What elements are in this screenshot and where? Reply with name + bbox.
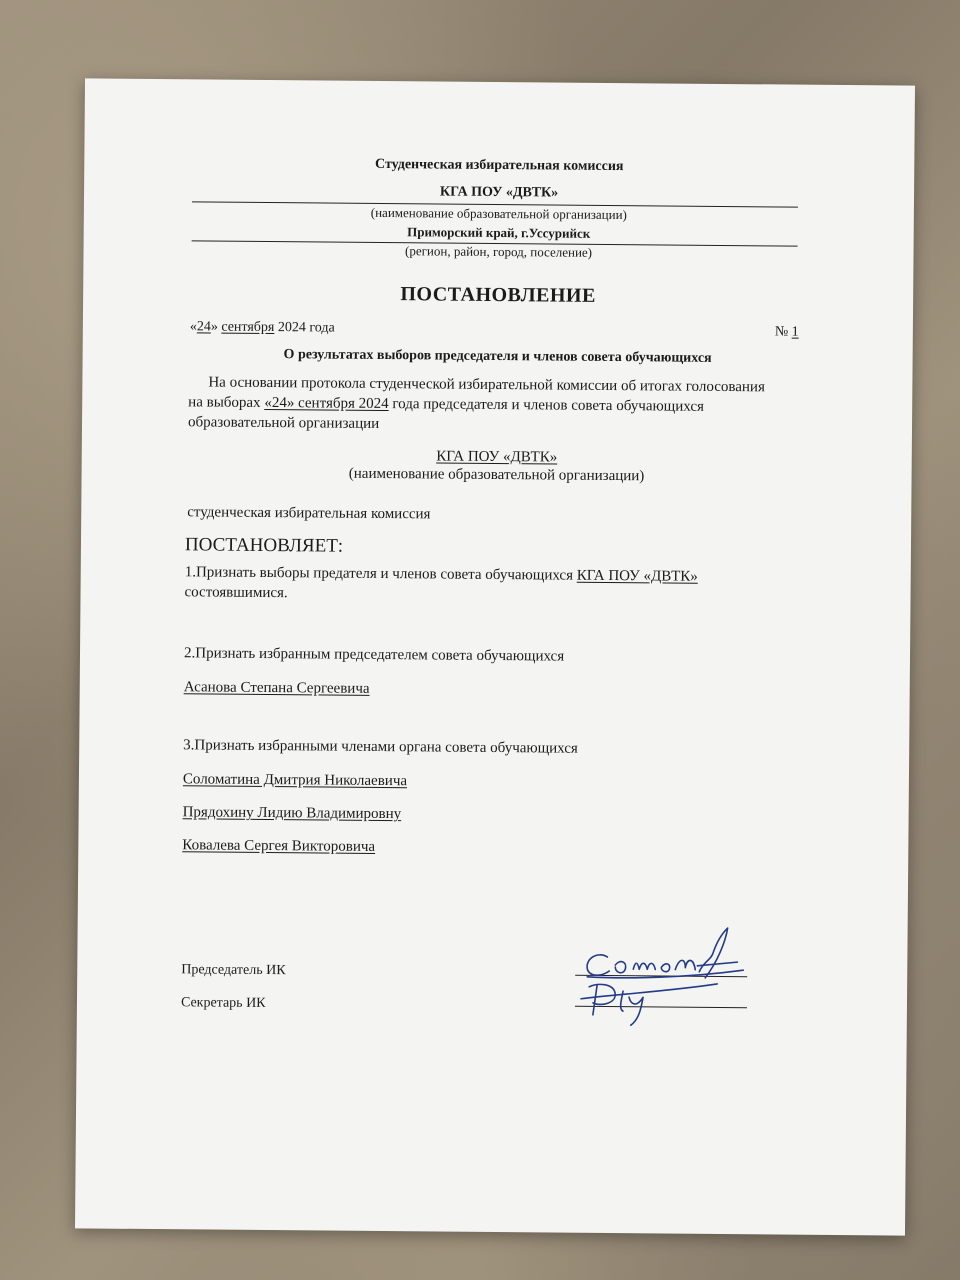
item-1: 1.Признать выборы предателя и членов совета обучающихся КГА ПОУ «ДВТК» [184, 564, 698, 585]
region: Приморский край, г.Уссурийск [407, 224, 591, 241]
member-name: Соломатина Дмитрия Николаевича [182, 771, 408, 790]
intro-line-3: образовательной организации [187, 414, 380, 432]
chairman-name: Асанова Степана Сергеевича [183, 679, 370, 697]
member-name: Прядохину Лидию Владимировну [182, 804, 402, 823]
resolves-heading: ПОСТАНОВЛЯЕТ: [184, 534, 344, 557]
doc-number: № 1 [774, 324, 799, 340]
chair-label: Председатель ИК [181, 962, 286, 979]
secretary-label: Секретарь ИК [180, 995, 266, 1012]
org-caption: (наименование образовательной организации) [370, 204, 627, 223]
body-org-caption: (наименование образовательной организации) [348, 465, 645, 485]
item-1-continuation: состоявшимися. [184, 584, 288, 602]
commission-line: студенческая избирательная комиссия [187, 504, 431, 523]
intro-line-1: На основании протокола студенческой избирательной комиссии об итогах голосования [208, 374, 765, 396]
item-2: 2.Признать избранным председателем совета обучающихся [183, 645, 565, 665]
member-name: Ковалева Сергея Викторовича [182, 837, 376, 855]
body-org-name: КГА ПОУ «ДВТК» [436, 448, 558, 466]
signature-drawing [567, 921, 768, 1033]
commission-title: Студенческая избирательная комиссия [374, 156, 624, 175]
doc-date: «24» сентября 2024 года [189, 319, 335, 336]
doc-subject: О результатах выборов председателя и членов совета обучающихся [283, 347, 712, 366]
item-3: 3.Признать избранными членами органа совета обучающихся [183, 737, 578, 757]
page-title: ПОСТАНОВЛЕНИЕ [400, 283, 596, 307]
region-caption: (регион, район, город, поселение) [404, 243, 593, 260]
document-sheet [75, 78, 915, 1235]
intro-line-2: на выборах «24» сентября 2024 года председателя и членов совета обучающихся [188, 394, 704, 415]
org-name: КГА ПОУ «ДВТК» [439, 184, 559, 201]
